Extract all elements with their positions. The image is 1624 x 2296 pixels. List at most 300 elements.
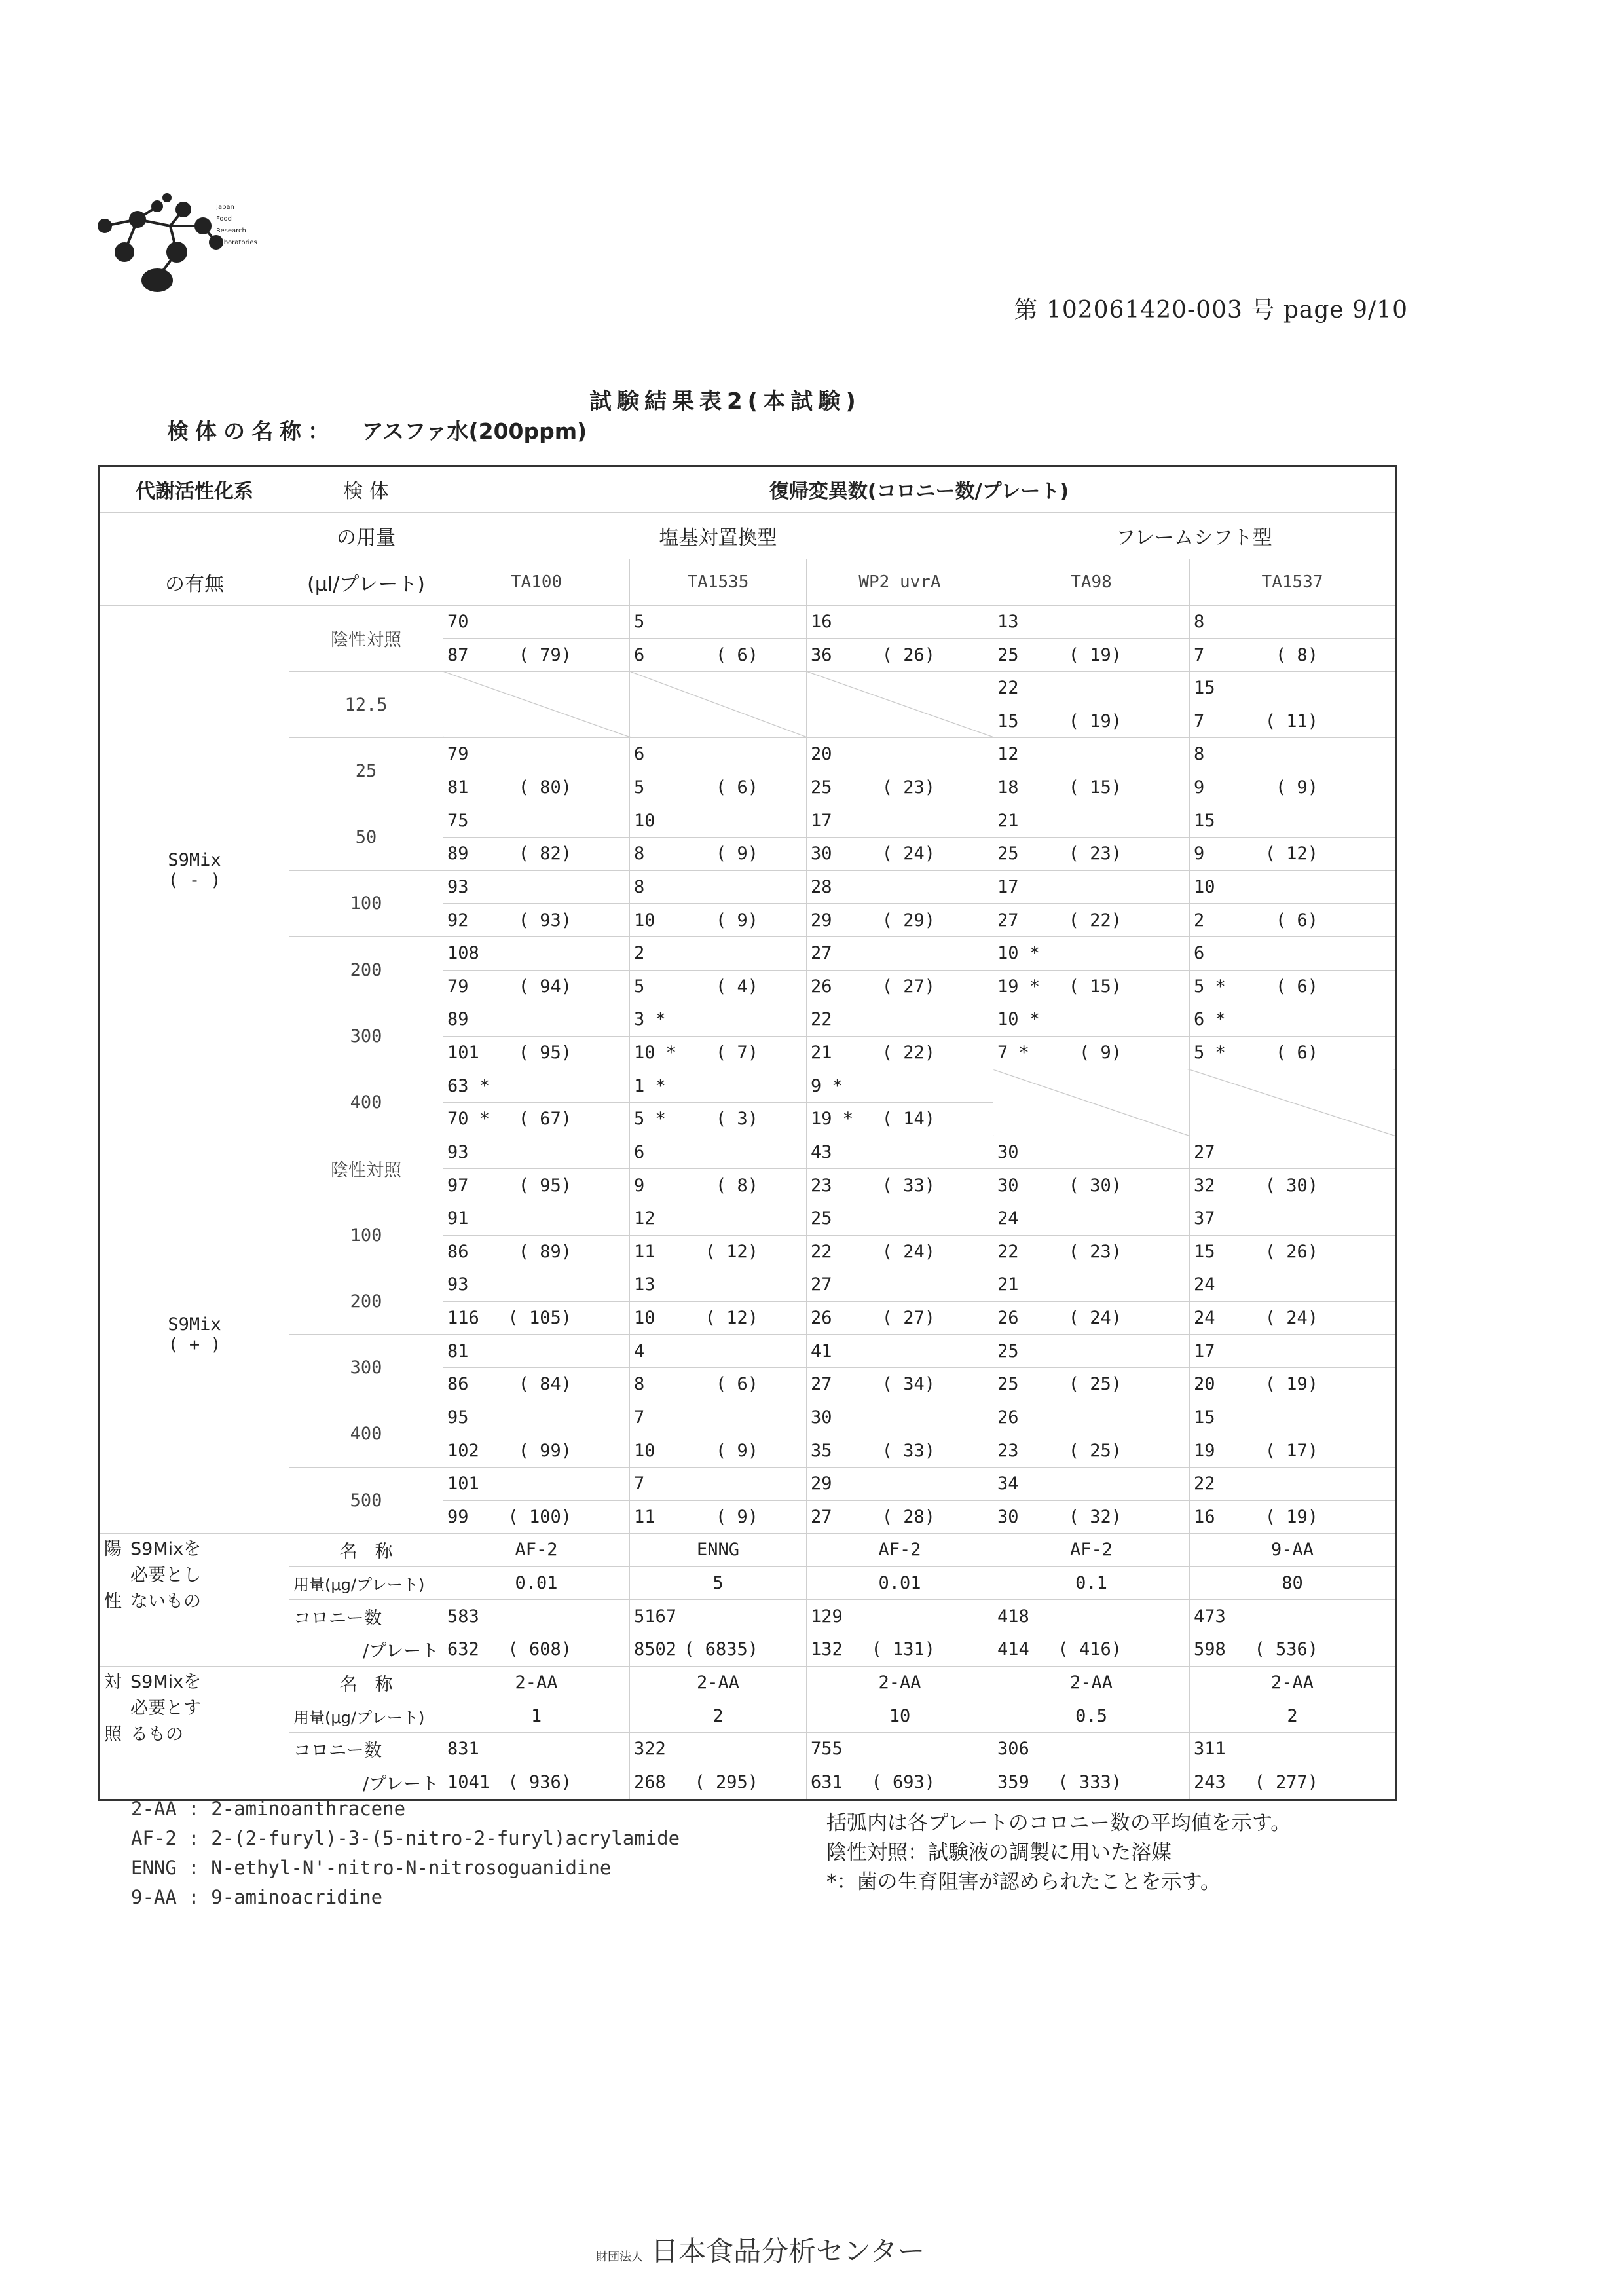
plate-count: 631: [811, 1772, 843, 1793]
colony-count-cell: [630, 1368, 807, 1401]
plate-count: 63 *: [447, 1075, 490, 1096]
positive-count-cell: [1190, 1766, 1396, 1800]
control-name: 2-AA: [630, 1666, 807, 1699]
colony-count-cell: [993, 605, 1190, 639]
mean-value: 4: [737, 976, 748, 997]
group-label: S9Mix: [168, 1314, 221, 1335]
plate-count: 86: [447, 1241, 469, 1262]
mean-value: 12: [726, 1308, 748, 1329]
dose-value: 200: [289, 936, 443, 1003]
plate-count: 17: [997, 876, 1019, 897]
mean-count: ( 8): [1275, 644, 1318, 665]
colony-count-cell: [1190, 639, 1396, 672]
control-dose: 0.5: [993, 1699, 1190, 1733]
plate-count: 359: [997, 1772, 1029, 1793]
not-tested-cell: [443, 671, 630, 737]
mean-value: 23: [1090, 843, 1111, 864]
note-enng: ENNG : N-ethyl-N'-nitro-N-nitrosoguanidine: [131, 1857, 612, 1879]
plate-count: 12: [997, 744, 1019, 765]
dose-value: 300: [289, 1335, 443, 1401]
colony-count-cell: [443, 1069, 630, 1103]
metab-header-1: 代謝活性化系: [100, 466, 289, 513]
document-number: 第 102061420-003 号 page 9/10: [1014, 297, 1408, 324]
colony-count-cell: [630, 1202, 807, 1235]
control-dose: 0.01: [443, 1566, 630, 1600]
colony-count-cell: [993, 1335, 1190, 1368]
mean-value: 24: [1090, 1308, 1111, 1329]
plate-count: 37: [1194, 1208, 1215, 1229]
sample-name: アスファ水(200ppm): [361, 418, 587, 444]
colony-count-cell: [807, 1268, 993, 1302]
mean-value: 12: [726, 1241, 748, 1262]
mean-count: ( 30): [1264, 1175, 1318, 1196]
plate-count: 25: [997, 1374, 1019, 1395]
plate-count: 16: [1194, 1506, 1215, 1527]
mean-value: 105: [528, 1308, 561, 1329]
plate-count: 22: [811, 1009, 832, 1030]
condition-line: 必要とし: [130, 1565, 201, 1586]
plate-count: 20: [811, 744, 832, 765]
positive-count-cell: [630, 1732, 807, 1766]
plate-count: 21: [997, 1274, 1019, 1295]
plate-count: 268: [634, 1772, 666, 1793]
colony-count-cell: [1190, 1036, 1396, 1069]
mean-value: 6: [737, 1374, 748, 1395]
colony-count-cell: [630, 1434, 807, 1468]
plate-count: 831: [447, 1739, 479, 1760]
positive-count-cell: [630, 1600, 807, 1633]
plate-count: 92: [447, 910, 469, 931]
colony-count-cell: [993, 936, 1190, 970]
colony-count-cell: [630, 1036, 807, 1069]
mean-count: ( 23): [1068, 1241, 1122, 1262]
colony-count-cell: [993, 904, 1190, 937]
colony-count-cell: [630, 1136, 807, 1169]
mean-count: ( 24): [881, 843, 935, 864]
dose-value: 400: [289, 1069, 443, 1136]
condition-line: S9Mixを: [130, 1539, 202, 1560]
positive-count-cell: [807, 1600, 993, 1633]
plate-count: 27: [811, 943, 832, 964]
dose-value: 100: [289, 1202, 443, 1268]
positive-condition: [130, 1669, 201, 1748]
dose-value: 50: [289, 804, 443, 870]
colony-count-cell: [1190, 1136, 1396, 1169]
colony-count-cell: [993, 1500, 1190, 1534]
mean-value: 11: [1286, 711, 1308, 731]
colony-count-cell: [1190, 870, 1396, 904]
plate-count: 11: [634, 1241, 655, 1262]
mean-value: 333: [1079, 1772, 1111, 1793]
colony-count-cell: [1190, 936, 1396, 970]
plate-count: 27: [811, 1274, 832, 1295]
colony-count-cell: [1190, 1335, 1396, 1368]
mean-count: ( 15): [1068, 777, 1122, 798]
plate-count: 116: [447, 1308, 479, 1329]
plate-count: 755: [811, 1739, 843, 1760]
mean-value: 6: [1297, 1043, 1308, 1064]
mean-count: ( 6): [715, 1374, 758, 1395]
mean-count: ( 100): [507, 1506, 572, 1527]
plate-count: 102: [447, 1440, 479, 1461]
plate-count: 29: [811, 910, 832, 931]
plate-count: 19 *: [997, 976, 1041, 997]
colony-count-cell: [630, 1069, 807, 1103]
plate-count: 15: [1194, 810, 1215, 831]
mean-value: 17: [1286, 1440, 1308, 1461]
mean-value: 19: [1286, 1374, 1308, 1395]
colony-count-cell: [807, 738, 993, 771]
mean-value: 33: [903, 1440, 925, 1461]
plate-count: 16: [811, 611, 832, 632]
mean-count: ( 95): [518, 1043, 572, 1064]
plate-count: 19: [1194, 1440, 1215, 1461]
plate-count: 25: [811, 777, 832, 798]
mean-value: 536: [1275, 1639, 1308, 1660]
colony-count-cell: [993, 639, 1190, 672]
control-dose: 10: [807, 1699, 993, 1733]
plate-count: 5: [634, 777, 645, 798]
colony-count-cell: [1190, 605, 1396, 639]
colony-count-cell: [443, 1235, 630, 1268]
mean-count: ( 27): [881, 1308, 935, 1329]
plate-count: 26: [997, 1308, 1019, 1329]
plate-count: 89: [447, 843, 469, 864]
mean-value: 94: [540, 976, 561, 997]
mean-value: 19: [1090, 644, 1111, 665]
footer-name: 日本食品分析センター: [651, 2235, 925, 2267]
mean-value: 26: [903, 644, 925, 665]
colony-count-cell: [630, 1169, 807, 1202]
positive-count-cell: [1190, 1600, 1396, 1633]
plate-count: 25: [997, 1341, 1019, 1361]
mean-value: 30: [1090, 1175, 1111, 1196]
colony-count-cell: [1190, 1169, 1396, 1202]
dose-value: 陰性対照: [289, 1136, 443, 1202]
mean-count: ( 25): [1068, 1440, 1122, 1461]
colony-count-cell: [443, 771, 630, 804]
mean-count: ( 693): [871, 1772, 935, 1793]
plate-count: 7 *: [997, 1043, 1029, 1064]
colony-label: コロニー数: [289, 1600, 443, 1633]
colony-count-cell: [993, 870, 1190, 904]
mean-value: 6: [737, 777, 748, 798]
mean-count: ( 19): [1068, 644, 1122, 665]
plate-count: 5: [634, 611, 645, 632]
colony-count-cell: [443, 1268, 630, 1302]
plate-count: 29: [811, 1473, 832, 1494]
mean-count: ( 608): [507, 1639, 572, 1660]
colony-count-cell: [443, 1136, 630, 1169]
note-af2: AF-2 : 2-(2-furyl)-3-(5-nitro-2-furyl)acrylamide: [131, 1827, 680, 1849]
mean-count: ( 26): [881, 644, 935, 665]
plate-count: 5 *: [1194, 976, 1226, 997]
plate-count: 79: [447, 744, 469, 765]
plate-count: 13: [634, 1274, 655, 1295]
plate-count: 9: [1194, 777, 1205, 798]
logo-line: Laboratories: [216, 239, 257, 246]
strain-wp2uvra: WP2 uvrA: [807, 559, 993, 605]
plate-count: 22: [997, 1241, 1019, 1262]
colony-count-cell: [443, 1202, 630, 1235]
positive-count-cell: [1190, 1732, 1396, 1766]
mean-value: 95: [540, 1175, 561, 1196]
mean-count: ( 82): [518, 843, 572, 864]
plate-count: 22: [997, 678, 1019, 699]
dose-value: 300: [289, 1003, 443, 1069]
plate-count: 15: [997, 711, 1019, 731]
plate-count: 87: [447, 644, 469, 665]
colony-count-cell: [1190, 1202, 1396, 1235]
plate-count: 86: [447, 1374, 469, 1395]
plate-count: 101: [447, 1043, 479, 1064]
mean-value: 9: [737, 1440, 748, 1461]
plate-count: 30: [997, 1175, 1019, 1196]
plate-count: 27: [811, 1374, 832, 1395]
mean-value: 9: [737, 910, 748, 931]
plate-count: 7: [1194, 711, 1205, 731]
mean-value: 25: [1090, 1374, 1111, 1395]
colony-count-cell: [1190, 970, 1396, 1003]
colony-count-cell: [630, 1401, 807, 1434]
mean-count: ( 19): [1264, 1374, 1318, 1395]
plate-count: 99: [447, 1506, 469, 1527]
dose-value: 400: [289, 1401, 443, 1467]
strain-ta98: TA98: [993, 559, 1190, 605]
plate-count: 32: [1194, 1175, 1215, 1196]
positive-count-cell: [993, 1766, 1190, 1800]
control-name: ENNG: [630, 1534, 807, 1567]
positive-count-cell: [993, 1732, 1190, 1766]
colony-count-cell: [993, 705, 1190, 738]
plate-count: 75: [447, 810, 469, 831]
colony-count-cell: [993, 1301, 1190, 1335]
mean-value: 24: [1286, 1308, 1308, 1329]
metab-group-plus: [100, 1136, 289, 1534]
plate-count: 97: [447, 1175, 469, 1196]
mean-count: ( 8): [715, 1175, 758, 1196]
mean-value: 33: [903, 1175, 925, 1196]
colony-count-cell: [443, 1500, 630, 1534]
plate-count: 10: [634, 810, 655, 831]
mean-value: 32: [1090, 1506, 1111, 1527]
plate-count: 311: [1194, 1739, 1226, 1760]
colony-count-cell: [807, 1434, 993, 1468]
plate-count: 1041: [447, 1772, 490, 1793]
colony-count-cell: [443, 1301, 630, 1335]
plate-count: 28: [811, 876, 832, 897]
mean-value: 89: [540, 1241, 561, 1262]
plate-count: 24: [997, 1208, 1019, 1229]
plate-count: 11: [634, 1506, 655, 1527]
colony-count-cell: [993, 1467, 1190, 1500]
colony-count-cell: [443, 870, 630, 904]
plate-count: 8: [634, 876, 645, 897]
colony-label: /プレート: [289, 1633, 443, 1667]
mean-count: ( 33): [881, 1175, 935, 1196]
mean-count: ( 9): [715, 910, 758, 931]
mean-value: 9: [1100, 1043, 1111, 1064]
plate-count: 26: [997, 1407, 1019, 1428]
mean-count: ( 29): [881, 910, 935, 931]
positive-side-label: [104, 1536, 130, 1615]
plate-count: 93: [447, 1141, 469, 1162]
plate-count: 25: [997, 843, 1019, 864]
name-label: 名 称: [289, 1534, 443, 1567]
colony-count-cell: [630, 1003, 807, 1037]
colony-count-cell: [807, 1335, 993, 1368]
side-char: 照: [104, 1724, 122, 1745]
colony-count-cell: [1190, 771, 1396, 804]
positive-side-label: [104, 1669, 130, 1748]
colony-count-cell: [993, 1434, 1190, 1468]
plate-count: 25: [997, 644, 1019, 665]
plate-count: 7: [634, 1473, 645, 1494]
plate-count: 6: [634, 1141, 645, 1162]
colony-count-cell: [630, 1335, 807, 1368]
mean-value: 8: [1297, 644, 1308, 665]
dose-label: 用量(μg/プレート): [289, 1566, 443, 1600]
colony-count-cell: [993, 771, 1190, 804]
colony-count-cell: [630, 838, 807, 871]
colony-count-cell: [1190, 838, 1396, 871]
colony-count-cell: [993, 1268, 1190, 1302]
plate-count: 10: [634, 1440, 655, 1461]
mean-value: 24: [903, 843, 925, 864]
mean-value: 26: [1286, 1241, 1308, 1262]
mean-count: ( 25): [1068, 1374, 1122, 1395]
metab-header-2: の有無: [100, 559, 289, 605]
mean-value: 82: [540, 843, 561, 864]
mean-value: 14: [903, 1109, 925, 1130]
colony-count-cell: [807, 1467, 993, 1500]
dose-value: 100: [289, 870, 443, 936]
plate-count: 17: [811, 810, 832, 831]
positive-control-group-no_s9: [100, 1534, 289, 1667]
plate-count: 34: [997, 1473, 1019, 1494]
logo-line: Food: [216, 215, 232, 223]
plate-count: 10 *: [997, 1009, 1041, 1030]
mean-value: 693: [892, 1772, 925, 1793]
plate-count: 6: [634, 644, 645, 665]
colony-count-cell: [630, 771, 807, 804]
mean-value: 30: [1286, 1175, 1308, 1196]
plate-count: 5 *: [1194, 1043, 1226, 1064]
mean-count: ( 6835): [684, 1639, 758, 1660]
mean-count: ( 24): [881, 1241, 935, 1262]
metab-header-spacer: [100, 512, 289, 559]
plate-count: 79: [447, 976, 469, 997]
colony-count-cell: [807, 771, 993, 804]
colony-count-cell: [993, 1169, 1190, 1202]
colony-count-cell: [1190, 1235, 1396, 1268]
plate-count: 10 *: [634, 1043, 677, 1064]
mean-count: ( 84): [518, 1374, 572, 1395]
colony-count-cell: [630, 1103, 807, 1136]
note-mean: 括弧内は各プレートのコロニー数の平均値を示す。: [826, 1811, 1291, 1835]
condition-line: S9Mixを: [130, 1671, 202, 1692]
mean-count: ( 24): [1068, 1308, 1122, 1329]
positive-condition: [130, 1536, 201, 1615]
mean-count: ( 27): [881, 976, 935, 997]
positive-control-group-s9: [100, 1666, 289, 1800]
colony-count-cell: [443, 1169, 630, 1202]
mean-count: ( 936): [507, 1772, 572, 1793]
legend-notes: [826, 1809, 1291, 1897]
mean-value: 277: [1275, 1772, 1308, 1793]
footer-organization: [596, 2230, 925, 2269]
mean-count: ( 22): [1068, 910, 1122, 931]
colony-count-cell: [443, 936, 630, 970]
control-dose: 2: [630, 1699, 807, 1733]
plate-count: 81: [447, 1341, 469, 1361]
plate-count: 8502: [634, 1639, 677, 1660]
control-dose: 1: [443, 1699, 630, 1733]
mean-value: 3: [737, 1109, 748, 1130]
dose-value: 12.5: [289, 671, 443, 737]
positive-count-cell: [807, 1732, 993, 1766]
mean-value: 15: [1090, 976, 1111, 997]
mean-count: ( 333): [1058, 1772, 1122, 1793]
plate-count: 91: [447, 1208, 469, 1229]
plate-count: 7: [634, 1407, 645, 1428]
colony-count-cell: [807, 1036, 993, 1069]
mean-value: 12: [1286, 843, 1308, 864]
colony-count-cell: [443, 1103, 630, 1136]
colony-count-cell: [443, 838, 630, 871]
note-negative-control: 陰性対照：試験液の調製に用いた溶媒: [826, 1841, 1172, 1864]
plate-count: 26: [811, 1308, 832, 1329]
colony-count-cell: [443, 1335, 630, 1368]
mean-count: ( 6): [1275, 910, 1318, 931]
plate-count: 93: [447, 876, 469, 897]
sample-label: 検体の名称：: [167, 418, 336, 444]
mean-value: 9: [737, 843, 748, 864]
plate-count: 2: [634, 943, 645, 964]
plate-count: 5: [634, 976, 645, 997]
colony-count-cell: [993, 738, 1190, 771]
plate-count: 5167: [634, 1606, 677, 1627]
plate-count: 1 *: [634, 1075, 666, 1096]
mean-value: 24: [903, 1241, 925, 1262]
condition-line: るもの: [130, 1724, 183, 1745]
mean-count: ( 67): [518, 1109, 572, 1130]
dose-header-1: 検 体: [289, 466, 443, 513]
mean-value: 84: [540, 1374, 561, 1395]
mean-count: ( 99): [518, 1440, 572, 1461]
strain-ta100: TA100: [443, 559, 630, 605]
dose-value: 500: [289, 1467, 443, 1533]
control-name: 2-AA: [807, 1666, 993, 1699]
positive-count-cell: [443, 1600, 630, 1633]
plate-count: 10: [1194, 876, 1215, 897]
colony-count-cell: [443, 1003, 630, 1037]
plate-count: 306: [997, 1739, 1029, 1760]
positive-count-cell: [1190, 1633, 1396, 1667]
mean-count: ( 6): [715, 777, 758, 798]
plate-count: 24: [1194, 1274, 1215, 1295]
mean-value: 27: [903, 1308, 925, 1329]
plate-count: 583: [447, 1606, 479, 1627]
mean-value: 100: [528, 1506, 561, 1527]
plate-count: 632: [447, 1639, 479, 1660]
mean-count: ( 7): [715, 1043, 758, 1064]
plate-count: 5 *: [634, 1109, 666, 1130]
colony-count-cell: [993, 671, 1190, 705]
not-tested-cell: [807, 671, 993, 737]
plate-count: 22: [811, 1241, 832, 1262]
colony-count-cell: [630, 1467, 807, 1500]
